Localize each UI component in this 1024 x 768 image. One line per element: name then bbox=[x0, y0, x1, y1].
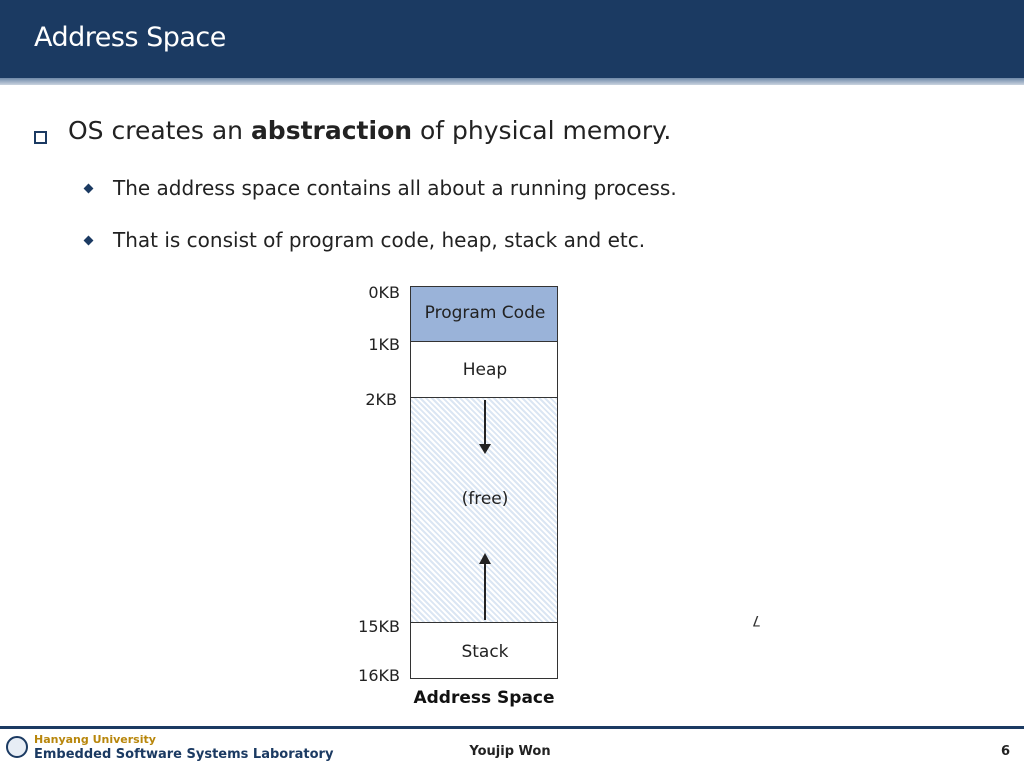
segment-program-code bbox=[410, 286, 558, 342]
bullet-main bbox=[68, 116, 671, 145]
arrow-down-icon bbox=[479, 444, 491, 454]
segment-program-code-label: Program Code bbox=[424, 303, 546, 323]
addr-2kb: 2KB bbox=[365, 390, 397, 409]
addr-0kb: 0KB bbox=[368, 283, 400, 302]
addr-15kb: 15KB bbox=[358, 617, 400, 636]
sub-bullet-1: The address space contains all about a running process. bbox=[113, 176, 677, 200]
segment-heap-label: Heap bbox=[462, 360, 508, 380]
stray-mark: 7 bbox=[752, 612, 761, 628]
square-bullet-icon bbox=[34, 131, 47, 144]
bullet-main-post: of physical memory. bbox=[412, 116, 672, 145]
segment-heap bbox=[410, 341, 558, 398]
segment-stack-label: Stack bbox=[461, 642, 509, 662]
addr-16kb: 16KB bbox=[358, 666, 400, 685]
slide-title: Address Space bbox=[34, 22, 226, 53]
header-shadow bbox=[0, 78, 1024, 85]
sub-bullet-2: That is consist of program code, heap, stack and etc. bbox=[113, 228, 646, 252]
footer-divider bbox=[0, 726, 1024, 729]
arrow-up-icon bbox=[479, 553, 491, 564]
bullet-main-bold: abstraction bbox=[250, 116, 413, 145]
diagram-caption: Address Space bbox=[413, 688, 555, 708]
addr-1kb: 1KB bbox=[368, 335, 400, 354]
segment-stack bbox=[410, 622, 558, 679]
diamond-bullet-icon bbox=[84, 236, 94, 246]
bullet-main-pre: OS creates an bbox=[68, 116, 251, 145]
footer-author: Youjip Won bbox=[469, 744, 551, 759]
page-number: 6 bbox=[1000, 744, 1010, 759]
footer-lab: Embedded Software Systems Laboratory bbox=[34, 747, 334, 762]
footer-university: Hanyang University bbox=[34, 733, 156, 746]
diamond-bullet-icon bbox=[84, 184, 94, 194]
growth-arrows bbox=[470, 398, 500, 622]
segment-free-label: (free) bbox=[461, 489, 509, 509]
university-logo-icon bbox=[6, 736, 28, 758]
